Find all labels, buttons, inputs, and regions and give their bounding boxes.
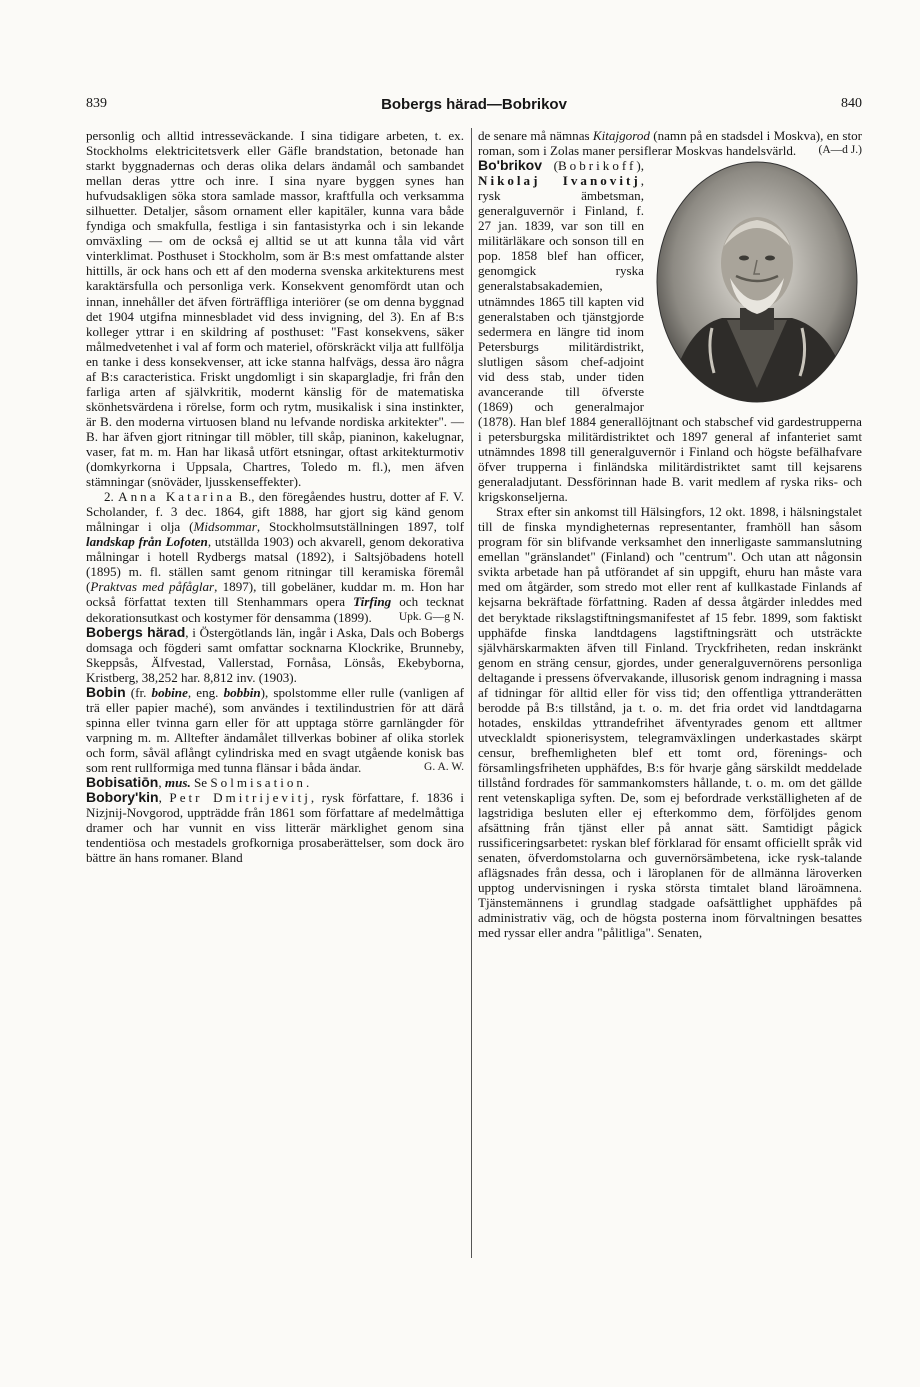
entry-bobisation: Bobisatiōn, mus. Se Solmisation. [86, 774, 310, 791]
author-signature: Upk. G—g N. [398, 610, 464, 623]
author-signature: G. A. W. [424, 760, 464, 773]
entry-boberg-continuation: personlig och alltid intresseväckande. I sina tidigare arbeten, t. ex. Stockholms elektricitetsverk eller Gäfle brandstation, betonade han starkt byggnadernas och deras olika delars ändamål och sambandet mellan deras yttre och inre. I sina nyare byggen synes han hufvudsakligen söka stora samlade massor, kraftfulla och verksamma silhuetter. Detaljer, såsom ornament eller kapitäler, kunna vara både fyndiga och smakfulla, festliga i sin fantasistyrka och i sin lekande omväxling — om de också ej alltid se ut att kunna tåla vid vårt vinterklimat. Posthuset i Stockholm, som är B:s mest omfattande alster hittills, är ock hans och ett af den moderna svenska arkitekturens mest karaktärsfulla och personliga verk. Konsekvent genomfördt utan och innan, innehåller det äfven förträffliga interiörer (se om denna byggnad det 1904 utgifna minnesbladet vid dess invigning, del 3). En af B:s kolleger yttrar i en skildring af posthuset: "Fast konsekvens, säker målmedvetenhet i val af form och materiel, oförskräckt vilja att fullfölja en tanke i dess konsekvenser, att icke stanna halfvägs, dessa äro några af B:s caracteristica. Friskt ungdomligt i sin skapargladje, fri från den farliga arten af självkritik, modernt känslig för de matematiska skönhetsvärdena i rörelse, form och rytm, musikalisk i sina instinkter, är B. den moderna virtuosen bland nu lefvande nordiska arkitekter". — B. har äfven gjort ritningar till möbler, till skåp, pianinon, kakelugnar, vaser, fat m. m. Han har likaså utfört etsningar, oftast arkitekturmotiv (domkyrkorna i Uppsala, Chartres, Toledo m. fl.), men äfven stämningar (snöväder, ljusskenseffekter). [86, 128, 464, 490]
headword: Bo'brikov [478, 157, 543, 174]
entry-boborykin-continuation: de senare må nämnas Kitajgorod (namn på en stadsdel i Moskva), en stor roman, som i Zolas maner persiflerar Moskvas handelsvärld. (A—d J.) [478, 128, 862, 159]
person-name: Anna Katarina [118, 489, 235, 505]
column-divider [471, 128, 472, 1258]
portrait-image [652, 158, 862, 406]
page-header [86, 96, 862, 118]
work-title: Tirfing [353, 594, 392, 610]
cross-reference: Solmisation [210, 775, 306, 791]
entry-bobrikov-paragraph: Strax efter sin ankomst till Hälsingfors, 12 okt. 1898, i hälsningstalet till de finska myndigheternas representanter, framhöll han såsom program för sin blifvande verksamhet den innerligaste sammanslutning emellan "gränslandet" (Finland) och "centrum". Och utan att någonsin svikta arbetade han på utförandet af sin uppgift, ehuru han måste vara med om åtgärder, som stredo mot eller rent af kullkastade Finlands af kejsarna bekräftade författning. Raden af dessa åtgärder inleddes med det beryktade rikslagstiftningsmanifestet af 15 febr. 1899, som faktiskt upphäfde finska landtdagens lagstiftningsrätt och utsträckte självhärskarmakten äfven till Finland. Tryckfriheten, redan inskränkt genom en sträng censur, gjordes, under generalguvernörens personliga deltagande i pressens öfvervakande, illusorisk genom indragning i massa af tidningar för alltid eller för viss tid; den offentliga yttranderätten berodde på B:s tillstånd, ja t. o. m. det fria ordet vid landtdagarna hotades, enskildas yttrandefrihet äfventyrades genom ett alltmer utvecklaldt spionerisystem, telegramväxlingen underkastades skärpt censur, brefhemligheten blef ett tomt ord, förenings- och församlingsfriheten upphäfdes, B:s för hvarje gång särskildt meddelade tillstånd fordrades för sammankomsters hållande, t. o. m. om det gällde rent vetenskapliga syften. De, som ej befordrade verkställigheten af de lagstridiga besluten eller ej efterkommo dem, förföljdes genom afsättning från tjänst eller på annat sätt. Samtidigt pågick russificeringsarbetet: ryskan blef förklarad för ensamt officiellt språk vid senaten, öfverdomstolarna och guvernörsämbetena, icke rysk-talande aflägsnades från dessa, och i läroplanen för de allmänna läroverken upptog undervisningen i ryska största timtalet bland läroämnena. Tjänstemännens i grundlag stadgade oafsättlighet upphäfdes på administrativ väg, och de högsta posterna inom förvaltningen besattes med ryssar eller andra "pålitliga". Senaten, [478, 504, 862, 941]
work-title: Midsommar [193, 519, 257, 535]
left-column [86, 128, 464, 865]
page-number-right: 840 [841, 96, 862, 111]
running-head: Bobergs härad—Bobrikov [381, 96, 567, 113]
author-signature: (A—d J.) [818, 144, 862, 157]
right-column [478, 128, 862, 941]
entry-anna-katarina: 2. Anna Katarina B., den föregåendes hustru, dotter af F. V. Scholander, f. 3 dec. 1864, gift 1888, har gjort sig känd genom målningar i olja (Midsommar, Stockholmsutställningen 1897, tolf landskap från Lofoten, utställda 1903) och akvarell, genom dekorativa målningar i hotell Rydbergs matsal (1892), i Saltsjöbadens hotell (1895) m. fl. ställen samt genom ritningar till keramiska föremål (Praktvas med påfåglar, 1897), till gobeläner, kuddar m. m. Hon har också författat texten till Stenhammars opera Tirfing och tecknat dekorationsutkast och kostymer för densamma (1899). Upk. G—g N. [86, 489, 465, 625]
person-name: Petr Dmitrijevitj [169, 790, 311, 806]
work-title: landskap från Lofoten [86, 534, 208, 550]
entry-bobin: Bobin (fr. bobine, eng. bobbin), spolstomme eller rulle (vanligen af trä eller papier maché), som användes i textilindustrien för att därå spinna eller tvinna garn eller för att upptaga större garnlängder för varpning m. m. Alltefter ändamålet tillverkas bobiner af olika storlek och form, såväl aflångt cylindriska med en svagt utgående konisk bas som rent rullformiga med tunna flänsar i båda ändar. G. A. W. [86, 683, 465, 775]
entry-bobrikov: Bo'brikov (Bobrikoff), Nikolaj Ivanovitj, rysk ämbetsman, generalguvernör i Finland, f. 27 jan. 1839, var son till en militärläkare och sonson till en pop. 1858 blef han officer, genomgick ryska generalstabsakademien, utnämndes 1865 till kapten vid generalstaben och tjänstgjorde sedermera en längre tid inom Petersburgs militärdistrikt, slutligen såsom chef-adjoint vid dess stab, under tiden avancerande till öfverste (1869) och generalmajor (1878). Han blef 1884 generallöjtnant och stabschef vid gardestrupperna i petersburgska militärdistriktet och 1897 general af infanteriet samt utnämndes 1898 till generalguvernör i Finland och högste befälhafvare öfver trupperna i finländska militärdistriktet samt till kejsarens generaladjutant. Dessförinnan hade B. varit medlem af ryska riks- och krigskonseljerna. [478, 157, 862, 505]
headword: Bobin [86, 683, 126, 700]
headword: Bobergs härad [86, 623, 186, 640]
headword: Bobory'kin [86, 789, 159, 806]
work-title: Praktvas med påfåglar [90, 579, 215, 595]
page-number-left: 839 [86, 96, 107, 111]
entry-bobergs-harad: Bobergs härad, i Östergötlands län, ingår i Aska, Dals och Bobergs domsaga och fögderi samt omfattar socknarna Klockrike, Brunneby, Skeppsås, Älfvestad, Vallerstad, Fornåsa, Lönsås, Ekebyborna, Kristberg, 38,252 har. 8,812 inv. (1903). [86, 623, 464, 685]
headword: Bobisatiōn [86, 774, 159, 791]
entry-boborykin: Bobory'kin, Petr Dmitrijevitj, rysk författare, f. 1836 i Nizjnij-Novgorod, uppträdde från 1861 som författare af medelmåttiga dramer och har vunnit en viss litterär märklighet genom sina tendentiösa och mestadels grofkorniga prosaberättelser, som dock äro bättre än hans romaner. Bland [86, 789, 465, 866]
person-name: Nikolaj Ivanovitj [478, 173, 641, 189]
